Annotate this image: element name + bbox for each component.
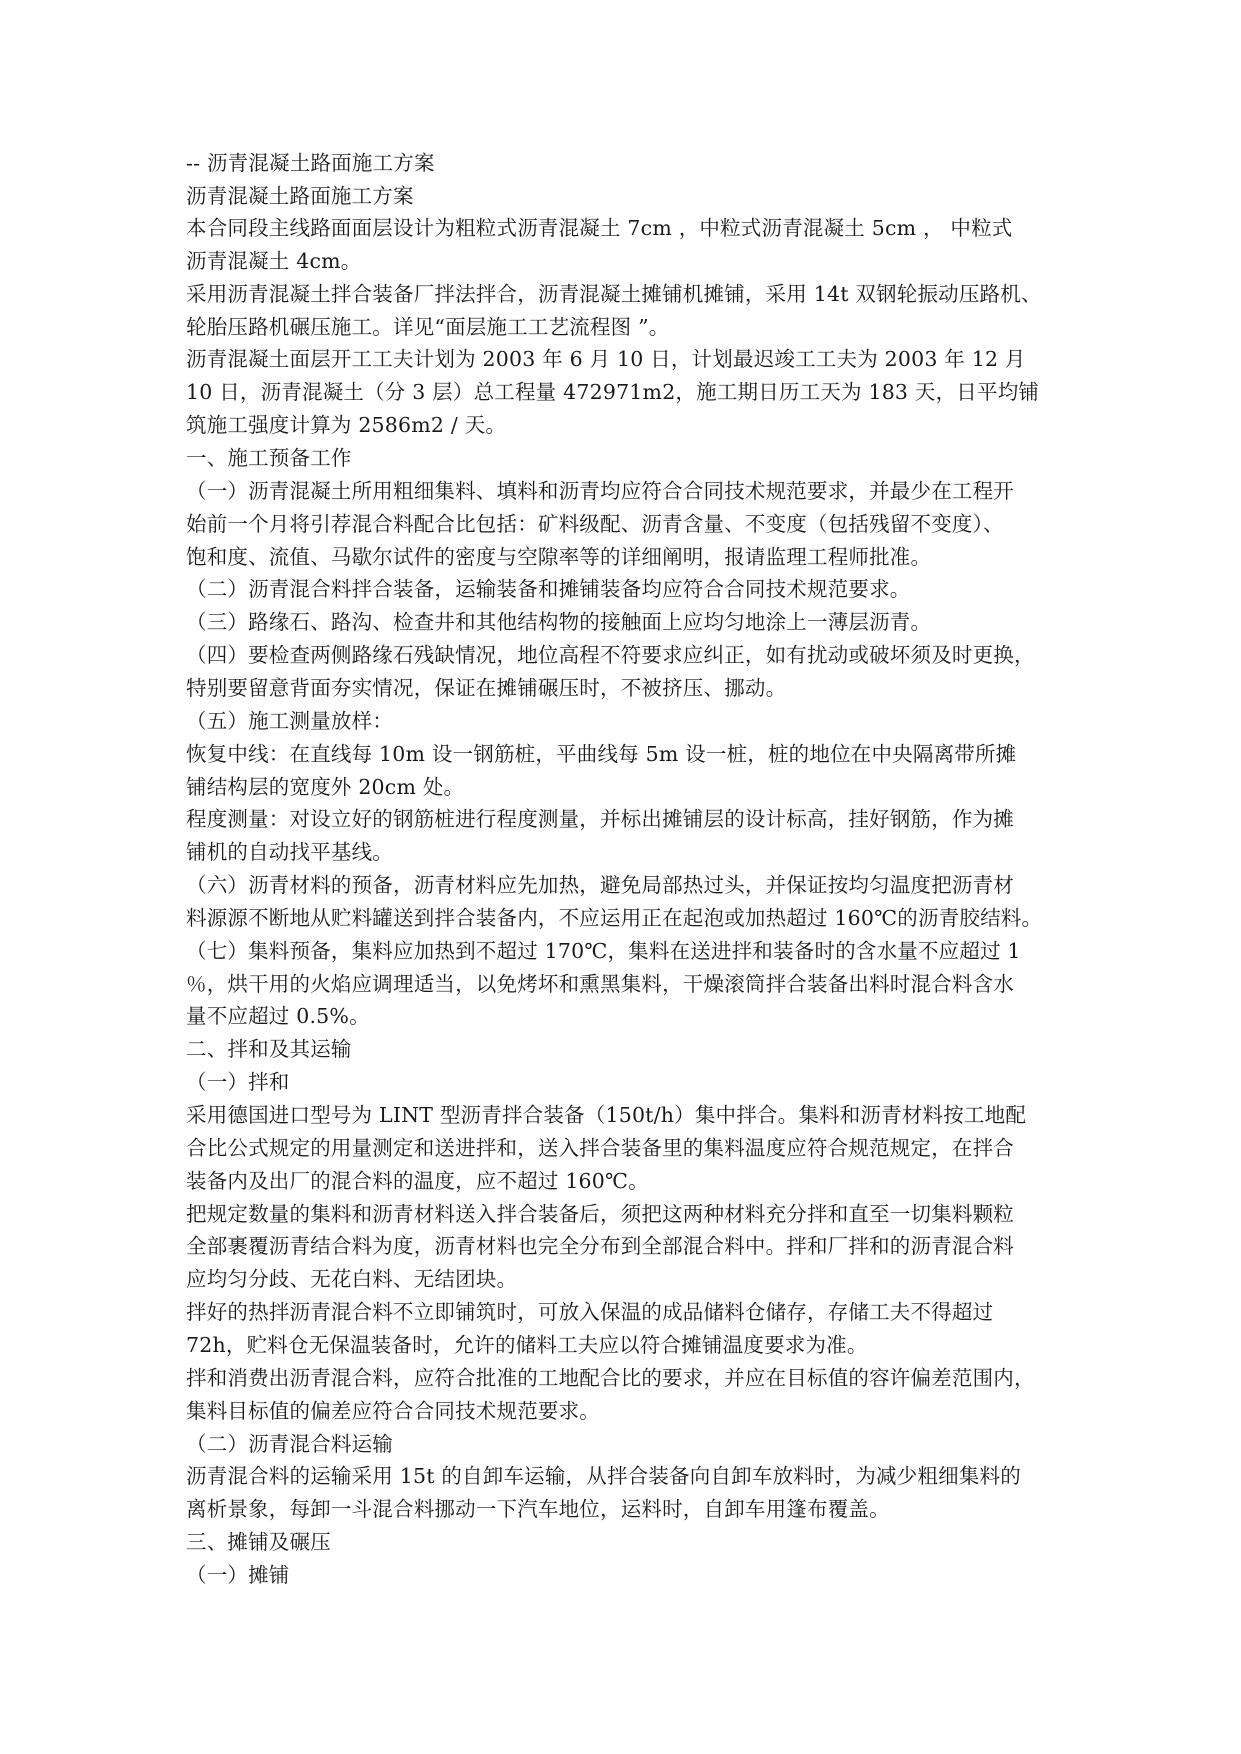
paragraph-line: 三、摊铺及碾压 bbox=[186, 1530, 331, 1554]
paragraph-line: 料源源不断地从贮料罐送到拌合装备内，不应运用正在起泡或加热超过 160℃的沥青胶结料。 bbox=[186, 905, 1043, 930]
paragraph-line: 恢复中线：在直线每 10m 设一钢筋桩，平曲线每 5m 设一桩，桩的地位在中央隔离带所摊 bbox=[186, 741, 1017, 766]
paragraph-line: （三）路缘石、路沟、检查井和其他结构物的接触面上应均匀地涂上一薄层沥青。 bbox=[186, 610, 932, 635]
paragraph-line: 采用沥青混凝土拌合装备厂拌法拌合，沥青混凝土摊铺机摊铺，采用 14t 双钢轮振动压路机、 bbox=[186, 281, 1042, 306]
paragraph-line: 拌好的热拌沥青混合料不立即铺筑时，可放入保温的成品储料仓储存，存储工夫不得超过 bbox=[186, 1300, 994, 1324]
paragraph-line: （一）摊铺 bbox=[186, 1562, 290, 1587]
paragraph-line: 筑施工强度计算为 2586m2 / 天。 bbox=[186, 413, 507, 438]
paragraph-line: 二、拌和及其运输 bbox=[186, 1037, 352, 1062]
paragraph-line: 集料目标值的偏差应符合合同技术规范要求。 bbox=[186, 1398, 600, 1423]
paragraph-line: 装备内及出厂的混合料的温度，应不超过 160℃。 bbox=[186, 1168, 649, 1193]
paragraph-line: 特别要留意背面夯实情况，保证在摊铺碾压时，不被挤压、挪动。 bbox=[186, 675, 787, 700]
document-title: 沥青混凝土路面施工方案 bbox=[186, 184, 414, 208]
paragraph-line: 合比公式规定的用量测定和送进拌和，送入拌合装备里的集料温度应符合规范规定，在拌合 bbox=[186, 1135, 1014, 1160]
paragraph-line: ％，烘干用的火焰应调理适当，以免烤坏和熏黑集料，干燥滚筒拌合装备出料时混合料含水 bbox=[186, 971, 1014, 996]
paragraph-line: （二）沥青混合料运输 bbox=[186, 1431, 393, 1456]
paragraph-line: 铺机的自动找平基线。 bbox=[186, 840, 393, 865]
paragraph-line: （六）沥青材料的预备，沥青材料应先加热，避免局部热过头，并保证按均匀温度把沥青材 bbox=[186, 873, 1014, 897]
paragraph-line: 铺结构层的宽度外 20cm 处。 bbox=[186, 774, 465, 799]
paragraph-line: 全部裹覆沥青结合料为度，沥青材料也完全分布到全部混合料中。拌和厂拌和的沥青混合料 bbox=[186, 1234, 1014, 1259]
paragraph-line: （四）要检查两侧路缘石残缺情况，地位高程不符要求应纠正，如有扰动或破坏须及时更换， bbox=[186, 643, 1035, 667]
paragraph-line: 沥青混凝土 4cm。 bbox=[186, 248, 362, 273]
paragraph-line: 程度测量：对设立好的钢筋桩进行程度测量，并标出摊铺层的设计标高，挂好钢筋，作为摊 bbox=[186, 807, 1014, 832]
paragraph-line: 沥青混合料的运输采用 15t 的自卸车运输，从拌合装备向自卸车放料时，为减少粗细集料的 bbox=[186, 1464, 1021, 1489]
paragraph-line: 把规定数量的集料和沥青材料送入拌合装备后，须把这两种材料充分拌和直至一切集料颗粒 bbox=[186, 1201, 1014, 1226]
paragraph-line: 轮胎压路机碾压施工。详见“面层施工工艺流程图 ”。 bbox=[186, 314, 670, 339]
paragraph-line: （五）施工测量放样： bbox=[186, 708, 393, 733]
paragraph-line: 采用德国进口型号为 LINT 型沥青拌合装备（150t/h）集中拌合。集料和沥青材料按工地配 bbox=[186, 1103, 1027, 1127]
paragraph-line: 应均匀分歧、无花白料、无结团块。 bbox=[186, 1267, 518, 1292]
paragraph-line: 饱和度、流值、马歇尔试件的密度与空隙率等的详细阐明，报请监理工程师批准。 bbox=[186, 544, 932, 569]
paragraph-line: 量不应超过 0.5%。 bbox=[186, 1004, 370, 1029]
paragraph-line: （一）沥青混凝土所用粗细集料、填料和沥青均应符合合同技术规范要求，并最少在工程开 bbox=[186, 478, 1014, 503]
paragraph-line: （二）沥青混合料拌合装备，运输装备和摊铺装备均应符合合同技术规范要求。 bbox=[186, 577, 911, 602]
paragraph-line: 10 日，沥青混凝土（分 3 层）总工程量 472971m2，施工期日历工天为 183 天，日平均铺 bbox=[186, 380, 1040, 405]
paragraph-line: （一）拌和 bbox=[186, 1070, 290, 1095]
paragraph-line: 拌和消费出沥青混合料，应符合批准的工地配合比的要求，并应在目标值的容许偏差范围内， bbox=[186, 1365, 1035, 1390]
paragraph-line: 本合同段主线路面面层设计为粗粒式沥青混凝土 7cm ，中粒式沥青混凝土 5cm ， 中粒式 bbox=[186, 216, 1013, 240]
paragraph-line: 沥青混凝土面层开工工夫计划为 2003 年 6 月 10 日，计划最迟竣工工夫为 2003 年 12 月 bbox=[186, 347, 1026, 372]
paragraph-line: 始前一个月将引荐混合料配合比包括：矿料级配、沥青含量、不变度（包括残留不变度）、 bbox=[186, 511, 1004, 536]
paragraph-line: 72h，贮料仓无保温装备时，允许的储料工夫应以符合摊铺温度要求为准。 bbox=[186, 1332, 868, 1357]
document-header: -- 沥青混凝土路面施工方案 bbox=[186, 151, 435, 175]
paragraph-line: 一、施工预备工作 bbox=[186, 446, 352, 470]
paragraph-line: （七）集料预备，集料应加热到不超过 170℃，集料在送进拌和装备时的含水量不应超过 1 bbox=[186, 938, 1021, 963]
paragraph-line: 离析景象，每卸一斗混合料挪动一下汽车地位，运料时，自卸车用篷布覆盖。 bbox=[186, 1497, 890, 1522]
